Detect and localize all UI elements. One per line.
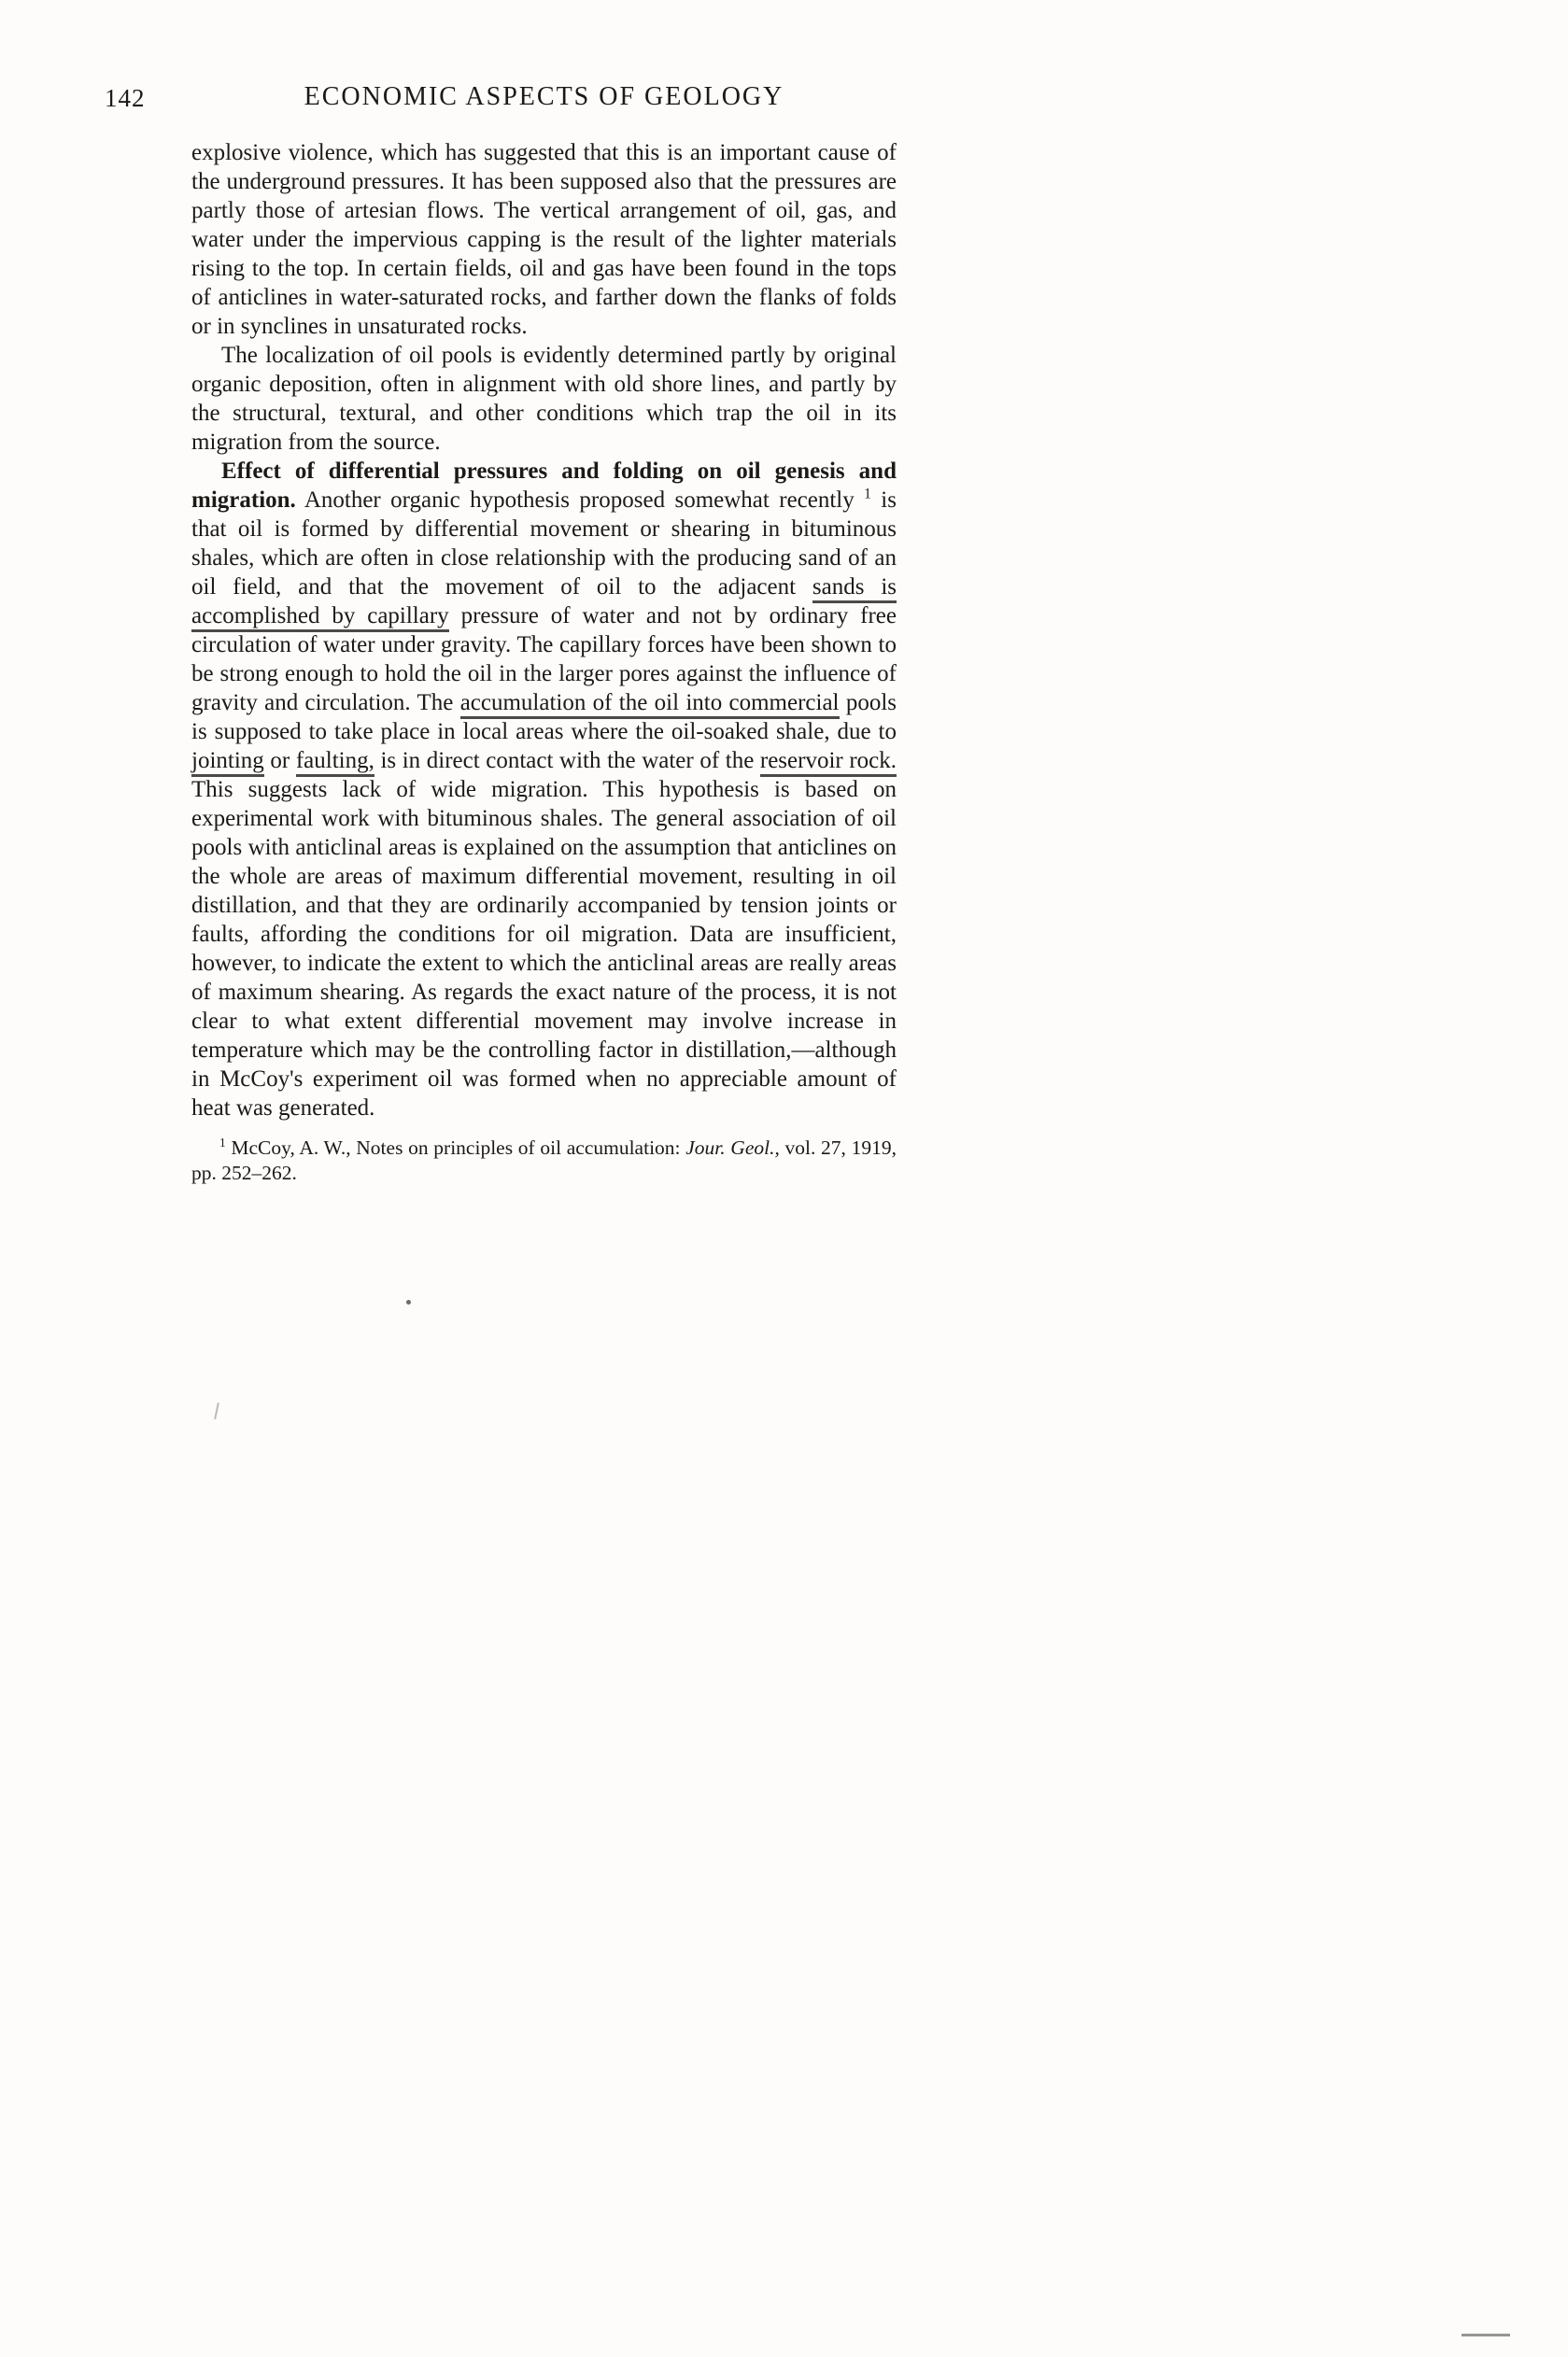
- footnote-text: McCoy, A. W., Notes on principles of oil accumulation:: [225, 1136, 686, 1159]
- footnote-marker: 1: [219, 1135, 226, 1150]
- pencil-underline: reservoir rock.: [760, 748, 897, 777]
- footnote-marker: 1: [864, 486, 871, 502]
- scan-artifact: [406, 1300, 411, 1305]
- paragraph-text: pools is supposed to take place in local areas where the oil-soaked shale, due to: [191, 690, 897, 744]
- pencil-underline: sands is accomplished by capillary: [191, 574, 897, 632]
- scan-artifact: [214, 1403, 219, 1419]
- paragraph-text: is in direct contact with the water of the: [374, 748, 760, 773]
- paragraph-1: [191, 138, 897, 341]
- text-block: [191, 138, 897, 1186]
- paragraph-text: This suggests lack of wide migration. This hypothesis is based on experimental work with bituminous shales. The general association of oil pools with anticlinal areas is explained on the assumption that anticlines on the whole are areas of maximum differential movement, resulting in oil distillation, and that they are ordinarily accompanied by tension joints or faults, affording the conditions for oil migration. Data are insufficient, however, to indicate the extent to which the anticlinal areas are really areas of maximum shearing. As regards the exact nature of the process, it is not clear to what extent differential movement may involve increase in temperature which may be the controlling factor in distillation,—although in McCoy's experiment oil was formed when no appreciable amount of heat was generated.: [191, 777, 897, 1121]
- bold-lead: Effect of differential pressures and folding on oil genesis and migration.: [191, 459, 897, 513]
- journal-name: Jour. Geol.,: [685, 1136, 780, 1159]
- scan-artifact: [1462, 2334, 1510, 2336]
- pencil-underline: faulting,: [296, 748, 374, 777]
- paragraph-text: pressure of water and not by ordinary free circulation of water under gravity. The capillary forces have been shown to be strong enough to hold the oil in the larger pores against the influence of gravity and circulation. The: [191, 603, 897, 715]
- pencil-underline: accumulation of the oil into commercial: [460, 690, 840, 719]
- paragraph-text: The localization of oil pools is evidently determined partly by original organic deposition, often in alignment with old shore lines, and partly by the structural, textural, and other conditions which trap the oil in its migration from the source.: [191, 343, 897, 455]
- page-number: 142: [105, 84, 146, 112]
- pencil-underline: jointing: [191, 748, 264, 777]
- paragraph-2: [191, 341, 897, 457]
- paragraph-text: explosive violence, which has suggested that this is an important cause of the underground pressures. It has been supposed also that the pressures are partly those of artesian flows. The vertical arrangement of oil, gas, and water under the impervious capping is the result of the lighter materials rising to the top. In certain fields, oil and gas have been found in the tops of anticlines in water-saturated rocks, and farther down the flanks of folds or in synclines in unsaturated rocks.: [191, 140, 897, 339]
- paragraph-text: or: [263, 748, 296, 773]
- footnote-text: vol. 27, 1919, pp. 252–262.: [191, 1136, 897, 1184]
- paragraph-text: is that oil is formed by differential movement or shearing in bituminous shales, which are often in close relationship with the producing sand of an oil field, and that the movement of oil to the adjacent: [191, 487, 897, 600]
- running-title: ECONOMIC ASPECTS OF GEOLOGY: [304, 82, 784, 111]
- paragraph-3: [191, 457, 897, 1122]
- footnote: [191, 1136, 897, 1186]
- paragraph-text: Another organic hypothesis proposed somewhat recently: [295, 487, 865, 513]
